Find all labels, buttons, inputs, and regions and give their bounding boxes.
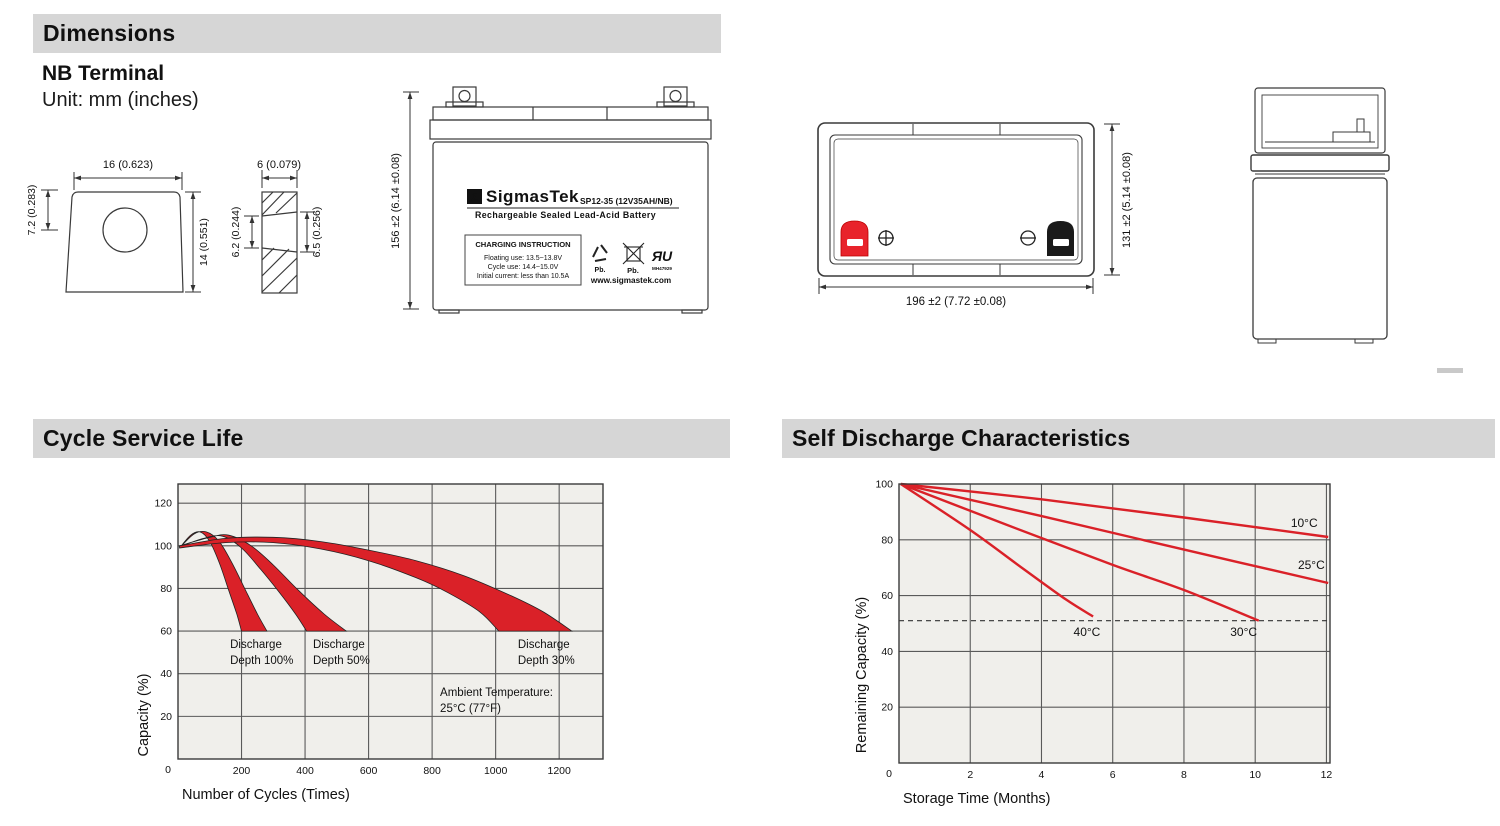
battery-side-view [1245, 83, 1400, 353]
svg-text:60: 60 [160, 625, 172, 638]
recycle-pb-icon [593, 245, 607, 261]
svg-text:40: 40 [160, 668, 172, 681]
terminal-detail-drawing [28, 148, 363, 318]
svg-text:200: 200 [232, 765, 251, 777]
svg-text:12: 12 [1320, 769, 1333, 781]
website-url: www.sigmastek.com [590, 276, 672, 285]
charging-line-cycle: Cycle use: 14.4~15.0V [487, 264, 559, 271]
ul-file-number: MH47929 [652, 266, 672, 271]
charging-line-floating: Floating use: 13.5~13.8V [483, 255, 563, 262]
terminal-width-dim: 16 (0.623) [102, 159, 154, 171]
battery-depth-dim: 131 ±2 (5.14 ±0.08) [1121, 152, 1133, 248]
svg-text:10: 10 [1249, 769, 1262, 781]
svg-text:600: 600 [359, 765, 378, 777]
positive-terminal [841, 221, 868, 256]
svg-text:6: 6 [1109, 769, 1116, 781]
svg-text:120: 120 [154, 497, 172, 510]
battery-top-view [810, 115, 1180, 315]
self-discharge-header: Self Discharge Characteristics [782, 419, 1495, 458]
svg-text:Remaining Capacity (%): Remaining Capacity (%) [854, 596, 870, 754]
nb-terminal-title: NB Terminal [42, 62, 165, 85]
terminal-groove-left-dim: 6.2 (0.244) [230, 206, 242, 258]
cycle-service-life-header: Cycle Service Life [33, 419, 730, 458]
terminal-groove-right-dim: 6.5 (0.256) [311, 206, 323, 258]
pb-recycle-label: Pb. [594, 267, 606, 274]
svg-text:80: 80 [160, 582, 172, 595]
sigma-logo-icon: Σ [470, 190, 479, 204]
svg-text:Discharge: Discharge [312, 639, 365, 652]
svg-text:Storage Time (Months): Storage Time (Months) [903, 791, 1051, 807]
charging-instruction-title: CHARGING INSTRUCTION [475, 240, 571, 249]
pb-bin-label: Pb. [627, 266, 639, 275]
svg-text:1200: 1200 [547, 765, 571, 777]
model-number: SP12-35 (12V35AH/NB) [580, 196, 673, 206]
svg-text:Depth 100%: Depth 100% [230, 655, 294, 668]
svg-text:4: 4 [1038, 769, 1045, 781]
terminal-front-shape [66, 192, 183, 292]
terminal-height-dim: 14 (0.551) [198, 218, 210, 266]
svg-text:100: 100 [154, 540, 172, 553]
svg-text:0: 0 [165, 764, 171, 776]
svg-text:8: 8 [1181, 769, 1187, 781]
svg-text:Discharge: Discharge [517, 639, 570, 652]
svg-text:1000: 1000 [483, 765, 508, 777]
svg-text:30°C: 30°C [1230, 625, 1258, 640]
ul-mark-icon: ЯU [651, 248, 673, 264]
plus-symbol-icon [878, 230, 894, 246]
battery-type-subtitle: Rechargeable Sealed Lead-Acid Battery [475, 210, 657, 220]
svg-text:Ambient Temperature:: Ambient Temperature: [440, 687, 553, 700]
battery-front-view [390, 83, 728, 323]
svg-text:40°C: 40°C [1073, 625, 1101, 640]
terminal-section-shape [262, 192, 297, 293]
svg-text:60: 60 [881, 590, 893, 603]
battery-height-dim: 156 ±2 (6.14 ±0.08) [390, 153, 402, 249]
battery-label [465, 187, 679, 285]
terminal-bolt-hole [103, 208, 147, 252]
svg-text:40: 40 [881, 645, 893, 658]
unit-label: Unit: mm (inches) [42, 89, 199, 111]
svg-text:Capacity (%): Capacity (%) [136, 673, 152, 757]
crossed-bin-icon [623, 243, 644, 264]
negative-terminal [1047, 221, 1074, 256]
svg-text:Depth 50%: Depth 50% [312, 655, 370, 668]
svg-text:400: 400 [296, 765, 314, 777]
svg-text:0: 0 [886, 768, 892, 780]
svg-text:800: 800 [423, 765, 441, 777]
svg-text:20: 20 [881, 701, 893, 714]
brand-name: SigmasTek [486, 187, 580, 206]
dimensions-header: Dimensions [33, 14, 721, 53]
battery-width-dim: 196 ±2 (7.72 ±0.08) [905, 296, 1007, 308]
terminal-hole-offset-dim: 7.2 (0.283) [26, 184, 38, 236]
cycle-service-life-chart [130, 470, 675, 820]
svg-text:Discharge: Discharge [230, 639, 282, 652]
self-discharge-chart [850, 470, 1410, 820]
page-edge-mark [1437, 368, 1463, 373]
svg-text:100: 100 [875, 478, 893, 491]
charging-line-initial: Initial current: less than 10.5A [476, 273, 570, 280]
svg-text:25°C: 25°C [1297, 558, 1325, 573]
svg-text:2: 2 [967, 769, 974, 781]
minus-symbol-icon [1020, 231, 1036, 245]
terminal-thickness-dim: 6 (0.079) [256, 159, 302, 171]
svg-text:25°C (77°F): 25°C (77°F) [440, 703, 502, 716]
svg-text:20: 20 [160, 710, 172, 723]
svg-text:Number of Cycles (Times): Number of Cycles (Times) [182, 787, 350, 803]
svg-text:Depth 30%: Depth 30% [517, 655, 575, 668]
svg-text:10°C: 10°C [1290, 516, 1318, 531]
svg-text:80: 80 [881, 534, 893, 547]
